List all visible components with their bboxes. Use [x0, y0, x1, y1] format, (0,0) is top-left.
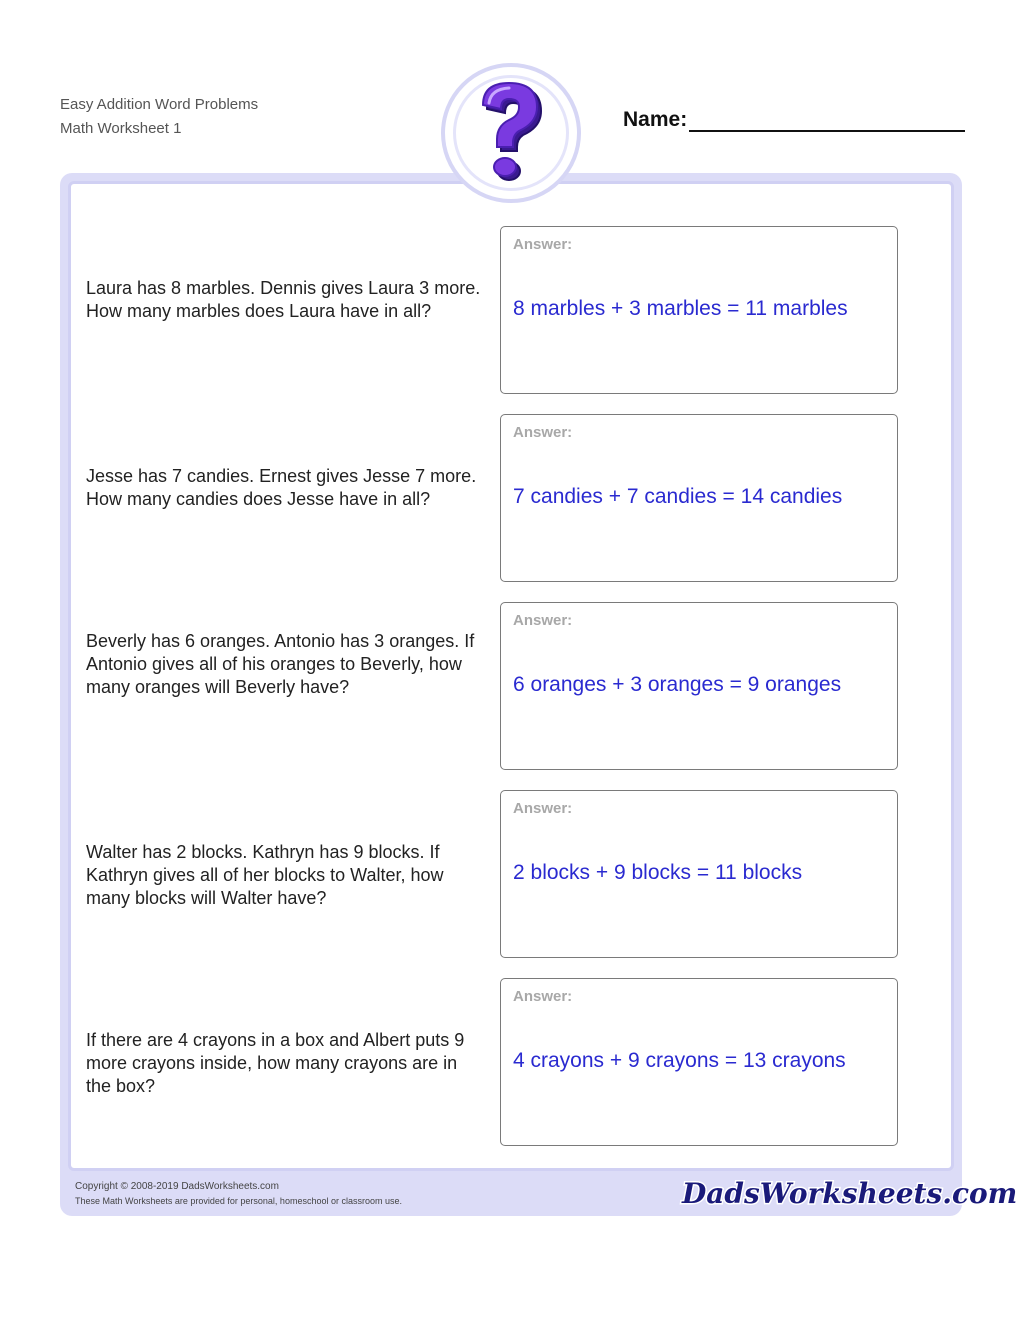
worksheet-title-line1: Easy Addition Word Problems: [60, 96, 259, 113]
name-field: [623, 108, 965, 132]
name-label: Name:: [623, 108, 688, 131]
brand-logo-text: DadsWorksheets.com: [682, 1177, 1018, 1210]
answer-text-2: 7 candies + 7 candies = 14 candies: [513, 485, 843, 508]
worksheet-title-line2: Math Worksheet 1: [60, 120, 182, 137]
dadsworksheets-logo: [676, 1170, 1018, 1214]
answer-label: Answer:: [513, 800, 573, 817]
problem-question-2: Jesse has 7 candies. Ernest gives Jesse 7 more. How many candies does Jesse have in all?: [86, 466, 477, 509]
answer-text-1: 8 marbles + 3 marbles = 11 marbles: [513, 297, 848, 320]
answer-box-4: [500, 790, 898, 958]
name-line: [689, 108, 965, 132]
answer-label: Answer:: [513, 424, 573, 441]
usage-note: These Math Worksheets are provided for personal, homeschool or classroom use.: [75, 1196, 402, 1206]
problem-question-5: If there are 4 crayons in a box and Albert puts 9 more crayons inside, how many crayons are in the box?: [86, 1030, 465, 1096]
answer-label: Answer:: [513, 612, 573, 629]
answer-text-5: 4 crayons + 9 crayons = 13 crayons: [513, 1049, 846, 1072]
answer-label: Answer:: [513, 988, 573, 1005]
answer-text-4: 2 blocks + 9 blocks = 11 blocks: [513, 861, 803, 884]
worksheet-title: [60, 93, 258, 141]
problem-question-3: Beverly has 6 oranges. Antonio has 3 oranges. If Antonio gives all of his oranges to Beverly, how many oranges will Beverly have?: [86, 631, 475, 697]
copyright-text: Copyright © 2008-2019 DadsWorksheets.com: [75, 1181, 279, 1192]
logo-badge: [441, 63, 581, 203]
problem-question-4: Walter has 2 blocks. Kathryn has 9 blocks. If Kathryn gives all of her blocks to Walter, how many blocks will Walter have?: [86, 842, 444, 908]
answer-label: Answer:: [513, 236, 573, 253]
answer-box-5: [500, 978, 898, 1146]
footer-copyright: [75, 1179, 402, 1209]
answer-box-2: [500, 414, 898, 582]
answer-box-3: [500, 602, 898, 770]
question-mark-icon: [445, 67, 577, 199]
answer-text-3: 6 oranges + 3 oranges = 9 oranges: [513, 673, 842, 696]
problem-question-1: Laura has 8 marbles. Dennis gives Laura 3 more. How many marbles does Laura have in all?: [86, 278, 481, 321]
answer-box-1: [500, 226, 898, 394]
